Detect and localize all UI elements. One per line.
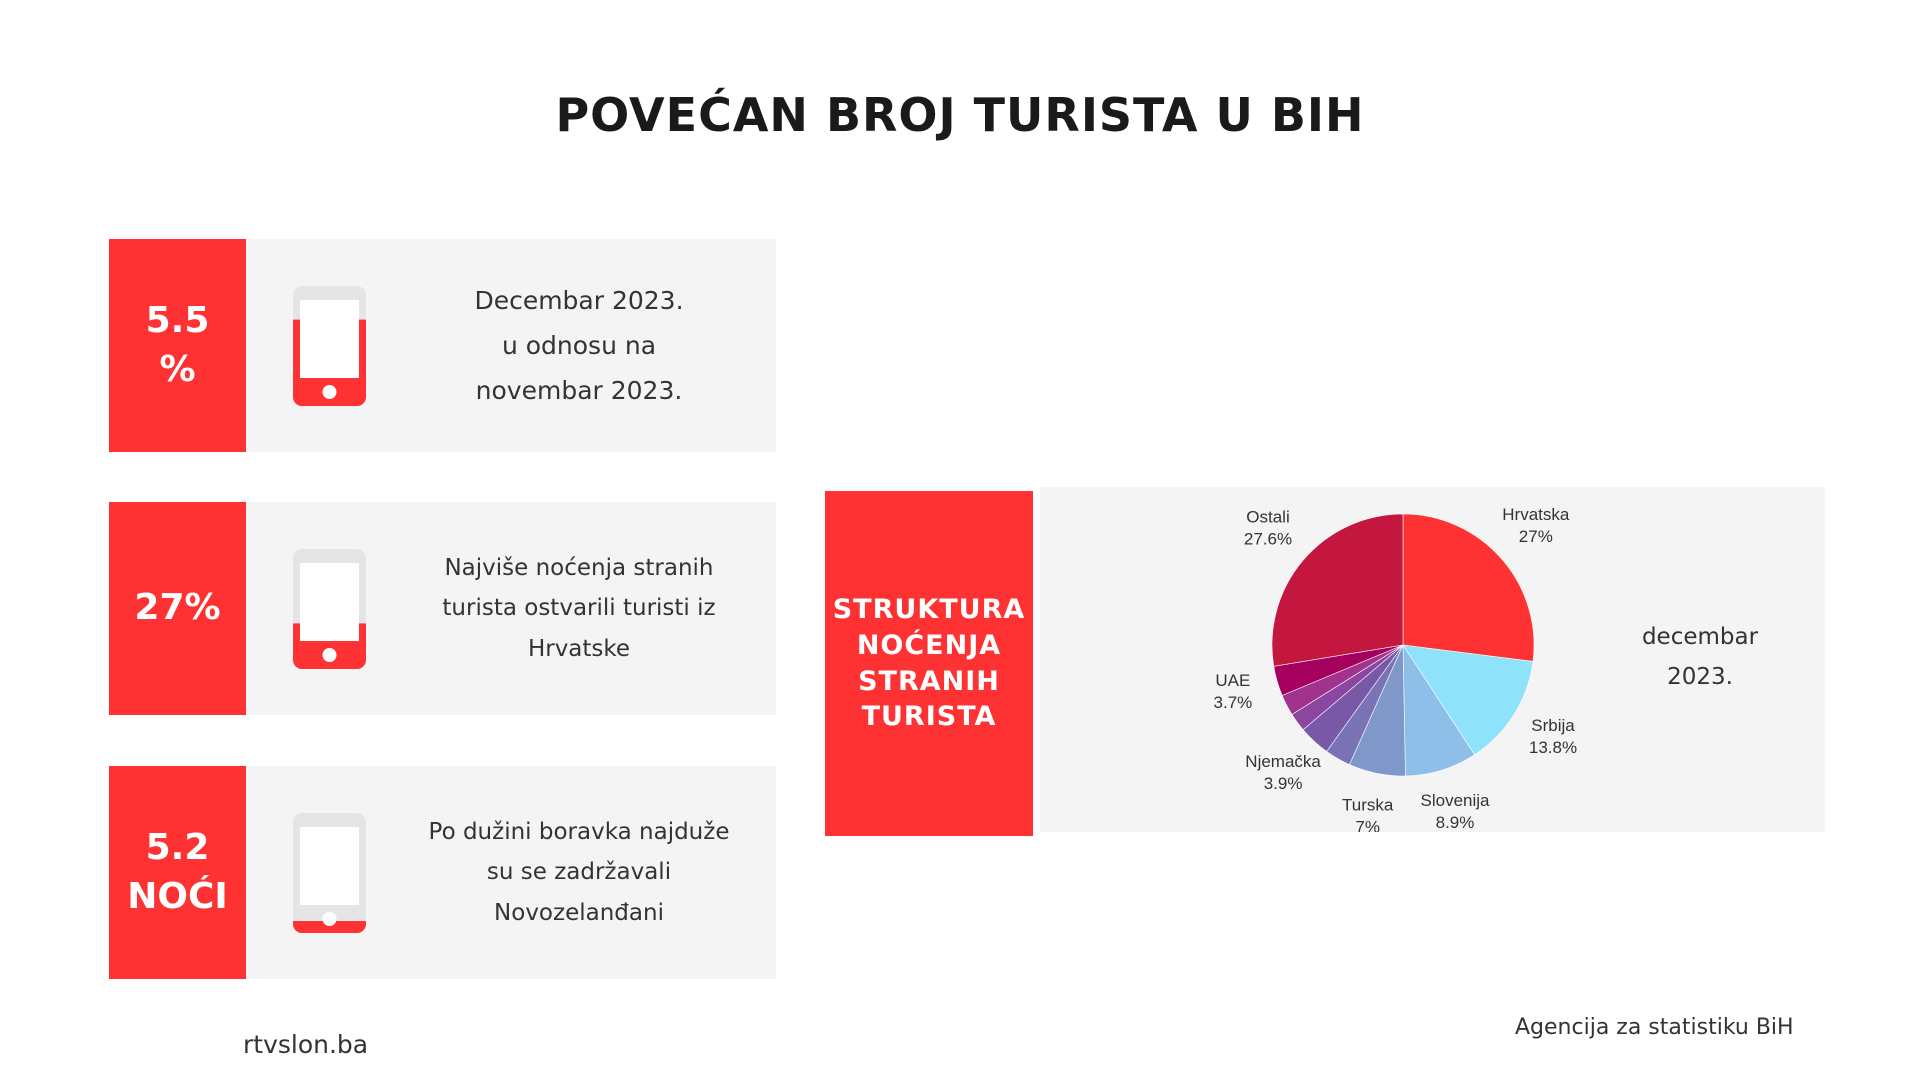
slice-label: UAE	[1215, 670, 1251, 690]
slice-label: Srbija	[1531, 715, 1575, 735]
phone-icon	[293, 813, 366, 933]
stat-card-growth	[109, 239, 776, 452]
phone-screen	[300, 300, 359, 378]
stat-value: 5.2 NOĆI	[109, 766, 246, 979]
stat-description: Decembar 2023. u odnosu na novembar 2023.	[474, 286, 684, 405]
phone-home-button	[323, 648, 337, 662]
slice-value-label: 7%	[1355, 817, 1380, 832]
phone-screen	[300, 563, 359, 641]
chart-panel	[1040, 487, 1825, 832]
slice-label: Ostali	[1246, 507, 1290, 527]
phone-icon	[293, 549, 366, 669]
slice-value-label: 27%	[1518, 526, 1553, 546]
phone-home-button	[323, 912, 337, 926]
chart-label: STRUKTURA NOĆENJA STRANIH TURISTA	[825, 491, 1033, 836]
slice-value-label: 27.6%	[1243, 529, 1293, 549]
footer-data-source: Agencija za statistiku BiH	[1515, 1015, 1794, 1040]
slice-label: Slovenija	[1420, 791, 1490, 811]
page-title: POVEĆAN BROJ TURISTA U BIH	[555, 88, 1365, 142]
stat-card-croatia	[109, 502, 776, 715]
slice-value-label: 3.9%	[1263, 774, 1303, 794]
phone-home-button	[323, 385, 337, 399]
slice-label: Hrvatska	[1502, 504, 1570, 524]
stat-description: Po dužini boravka najduže su se zadržavali Novozelanđani	[428, 819, 730, 926]
chart-note: decembar 2023.	[1641, 624, 1759, 691]
stat-value: 27%	[109, 502, 246, 715]
phone-icon	[293, 286, 366, 406]
pie-chart	[1040, 487, 1640, 832]
pie-slice-hrvatska	[1403, 514, 1534, 661]
slice-value-label: 3.7%	[1213, 692, 1253, 712]
stat-description: Najviše noćenja stranih turista ostvarili turisti iz Hrvatske	[442, 555, 716, 662]
stat-card-nights	[109, 766, 776, 979]
slice-value-label: 13.8%	[1528, 737, 1578, 757]
slice-value-label: 8.9%	[1435, 813, 1475, 832]
stat-value: 5.5 %	[109, 239, 246, 452]
slice-label: Njemačka	[1245, 752, 1321, 772]
phone-screen	[300, 827, 359, 905]
footer-source-site: rtvslon.ba	[243, 1030, 369, 1059]
slice-label: Turska	[1342, 795, 1394, 815]
